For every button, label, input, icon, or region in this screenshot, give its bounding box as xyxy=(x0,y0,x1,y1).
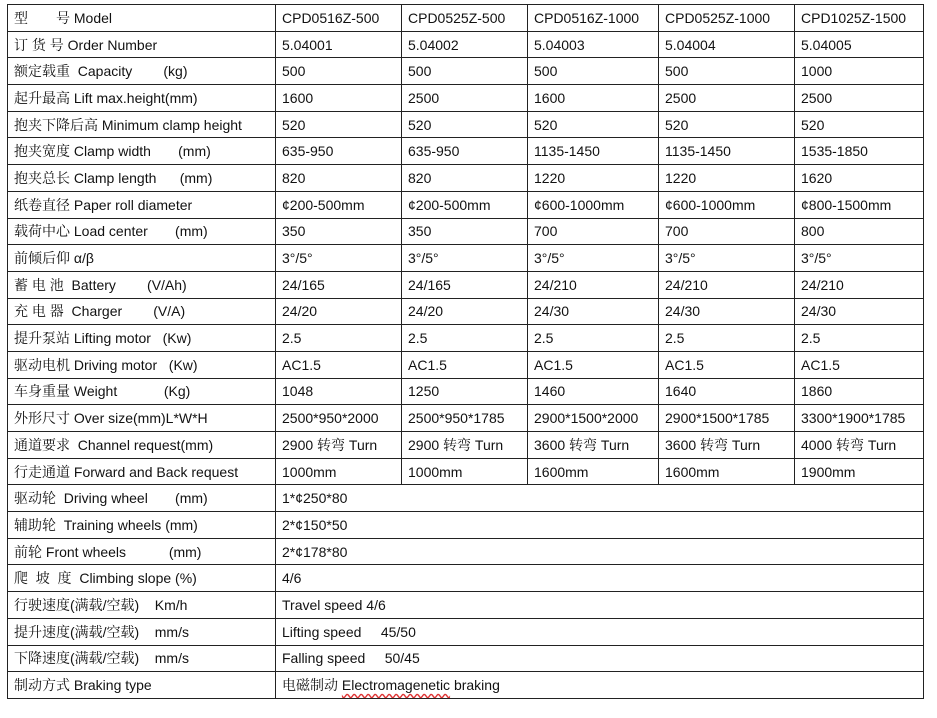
model-header: CPD0525Z-500 xyxy=(402,5,528,32)
spec-value: 2*¢150*50 xyxy=(276,512,924,539)
spec-value: Falling speed 50/45 xyxy=(276,645,924,672)
spec-value: 350 xyxy=(402,218,528,245)
spec-value: 2*¢178*80 xyxy=(276,538,924,565)
spec-value: 24/165 xyxy=(402,271,528,298)
spec-value: ¢200-500mm xyxy=(276,191,402,218)
spec-row xyxy=(8,165,924,192)
spec-value: 1600mm xyxy=(659,458,795,485)
spec-value: 5.04005 xyxy=(795,31,924,58)
spec-value: 1*¢250*80 xyxy=(276,485,924,512)
spec-value: 24/30 xyxy=(528,298,659,325)
braking-cn: 电磁制动 xyxy=(282,677,342,694)
header-row xyxy=(8,5,924,32)
spec-value: ¢600-1000mm xyxy=(528,191,659,218)
spec-row-merged xyxy=(8,565,924,592)
spec-label: 蓄 电 池 Battery (V/Ah) xyxy=(8,271,276,298)
spec-value: ¢600-1000mm xyxy=(659,191,795,218)
spec-value: 3°/5° xyxy=(795,245,924,272)
spec-value: 5.04004 xyxy=(659,31,795,58)
spec-row-merged xyxy=(8,538,924,565)
spec-value: 1900mm xyxy=(795,458,924,485)
spec-label: 提升速度(满载/空载) mm/s xyxy=(8,618,276,645)
spec-label: 通道要求 Channel request(mm) xyxy=(8,432,276,459)
spec-value: 1860 xyxy=(795,378,924,405)
spec-label: 抱夹下降后高 Minimum clamp height xyxy=(8,111,276,138)
model-header: CPD0525Z-1000 xyxy=(659,5,795,32)
spec-value: 24/30 xyxy=(659,298,795,325)
spec-value: 1250 xyxy=(402,378,528,405)
spec-value: 350 xyxy=(276,218,402,245)
spec-label: 辅助轮 Training wheels (mm) xyxy=(8,512,276,539)
spec-value: 2500 xyxy=(795,85,924,112)
spec-value: 2900 转弯 Turn xyxy=(276,432,402,459)
spec-label: 爬 坡 度 Climbing slope (%) xyxy=(8,565,276,592)
spec-label: 订 货 号 Order Number xyxy=(8,31,276,58)
spec-label: 额定载重 Capacity (kg) xyxy=(8,58,276,85)
spec-row xyxy=(8,58,924,85)
spec-label: 驱动轮 Driving wheel (mm) xyxy=(8,485,276,512)
spec-value: 24/20 xyxy=(402,298,528,325)
spec-value: AC1.5 xyxy=(276,351,402,378)
spec-value: 24/30 xyxy=(795,298,924,325)
spec-value: 3°/5° xyxy=(276,245,402,272)
spec-value: 1460 xyxy=(528,378,659,405)
spec-value: 700 xyxy=(659,218,795,245)
spec-value: 800 xyxy=(795,218,924,245)
spec-value: 5.04001 xyxy=(276,31,402,58)
model-header: CPD0516Z-500 xyxy=(276,5,402,32)
spec-value: 520 xyxy=(795,111,924,138)
spec-value: AC1.5 xyxy=(528,351,659,378)
spec-value: 24/165 xyxy=(276,271,402,298)
spec-value: 3300*1900*1785 xyxy=(795,405,924,432)
spec-row xyxy=(8,351,924,378)
spec-row xyxy=(8,31,924,58)
spec-value: 2900*1500*2000 xyxy=(528,405,659,432)
spec-value: 2900*1500*1785 xyxy=(659,405,795,432)
spec-label: 驱动电机 Driving motor (Kw) xyxy=(8,351,276,378)
spec-value: 3600 转弯 Turn xyxy=(528,432,659,459)
spec-value: 520 xyxy=(659,111,795,138)
spec-value: 3°/5° xyxy=(528,245,659,272)
spec-value: 635-950 xyxy=(276,138,402,165)
spec-table xyxy=(7,4,924,699)
spec-value: 1600mm xyxy=(528,458,659,485)
spec-value: 1135-1450 xyxy=(659,138,795,165)
spec-value: 4000 转弯 Turn xyxy=(795,432,924,459)
spec-row xyxy=(8,298,924,325)
spec-value: 500 xyxy=(276,58,402,85)
braking-en-suffix: braking xyxy=(450,677,500,694)
spec-value: 2.5 xyxy=(528,325,659,352)
spec-value: 2900 转弯 Turn xyxy=(402,432,528,459)
spec-value: 24/20 xyxy=(276,298,402,325)
spec-row xyxy=(8,85,924,112)
spec-label: 外形尺寸 Over size(mm)L*W*H xyxy=(8,405,276,432)
spec-value: 1220 xyxy=(528,165,659,192)
spec-row-merged xyxy=(8,618,924,645)
spec-value: 2500*950*2000 xyxy=(276,405,402,432)
spec-value: 520 xyxy=(276,111,402,138)
model-header: CPD1025Z-1500 xyxy=(795,5,924,32)
spec-row-merged xyxy=(8,672,924,699)
spec-row xyxy=(8,111,924,138)
spec-label: 充 电 器 Charger (V/A) xyxy=(8,298,276,325)
spec-row xyxy=(8,378,924,405)
spec-row xyxy=(8,138,924,165)
spec-row xyxy=(8,245,924,272)
spec-value: 2500 xyxy=(402,85,528,112)
spec-value: AC1.5 xyxy=(795,351,924,378)
spec-value: 635-950 xyxy=(402,138,528,165)
spec-label: 抱夹宽度 Clamp width (mm) xyxy=(8,138,276,165)
spec-label: 前轮 Front wheels (mm) xyxy=(8,538,276,565)
spec-row-merged xyxy=(8,512,924,539)
spec-value: 500 xyxy=(659,58,795,85)
spec-label: 下降速度(满载/空载) mm/s xyxy=(8,645,276,672)
spec-label: 起升最高 Lift max.height(mm) xyxy=(8,85,276,112)
spec-value: 2500*950*1785 xyxy=(402,405,528,432)
model-label: 型 号 Model xyxy=(8,5,276,32)
spec-value: 820 xyxy=(276,165,402,192)
spec-row xyxy=(8,271,924,298)
spec-value: 1048 xyxy=(276,378,402,405)
model-header: CPD0516Z-1000 xyxy=(528,5,659,32)
spec-value: 520 xyxy=(528,111,659,138)
spec-value: 1620 xyxy=(795,165,924,192)
spec-value: 1220 xyxy=(659,165,795,192)
spec-value: 500 xyxy=(402,58,528,85)
spec-label: 抱夹总长 Clamp length (mm) xyxy=(8,165,276,192)
spec-value: AC1.5 xyxy=(659,351,795,378)
spec-value xyxy=(276,672,924,699)
spec-value: 3°/5° xyxy=(402,245,528,272)
spec-value: 1535-1850 xyxy=(795,138,924,165)
spec-value: 1600 xyxy=(528,85,659,112)
spec-label: 车身重量 Weight (Kg) xyxy=(8,378,276,405)
spec-value: 820 xyxy=(402,165,528,192)
spec-value: 1000mm xyxy=(402,458,528,485)
spec-value: 24/210 xyxy=(795,271,924,298)
spec-value: 1000 xyxy=(795,58,924,85)
spec-row-merged xyxy=(8,645,924,672)
spec-value: 520 xyxy=(402,111,528,138)
spec-value: AC1.5 xyxy=(402,351,528,378)
spec-label: 前倾后仰 α/β xyxy=(8,245,276,272)
spec-value: 500 xyxy=(528,58,659,85)
spec-value: 2.5 xyxy=(402,325,528,352)
spec-value: 1640 xyxy=(659,378,795,405)
spec-row xyxy=(8,405,924,432)
spec-value: 2.5 xyxy=(659,325,795,352)
spec-label: 制动方式 Braking type xyxy=(8,672,276,699)
spec-value: 700 xyxy=(528,218,659,245)
spec-label: 提升泵站 Lifting motor (Kw) xyxy=(8,325,276,352)
spec-value: 1135-1450 xyxy=(528,138,659,165)
spec-value: Lifting speed 45/50 xyxy=(276,618,924,645)
spec-row xyxy=(8,432,924,459)
spec-value: 24/210 xyxy=(528,271,659,298)
spec-label: 行驶速度(满载/空载) Km/h xyxy=(8,592,276,619)
spec-value: 4/6 xyxy=(276,565,924,592)
spec-value: 5.04002 xyxy=(402,31,528,58)
spec-value: ¢200-500mm xyxy=(402,191,528,218)
spec-value: 24/210 xyxy=(659,271,795,298)
spec-value: 1600 xyxy=(276,85,402,112)
spec-row xyxy=(8,458,924,485)
spec-value: 2500 xyxy=(659,85,795,112)
spec-label: 行走通道 Forward and Back request xyxy=(8,458,276,485)
spec-row-merged xyxy=(8,592,924,619)
spec-row-merged xyxy=(8,485,924,512)
spec-value: 2.5 xyxy=(795,325,924,352)
spec-value: 3600 转弯 Turn xyxy=(659,432,795,459)
spec-value: 1000mm xyxy=(276,458,402,485)
spec-row xyxy=(8,218,924,245)
spec-label: 纸卷直径 Paper roll diameter xyxy=(8,191,276,218)
spec-row xyxy=(8,191,924,218)
spec-value: 5.04003 xyxy=(528,31,659,58)
spec-label: 载荷中心 Load center (mm) xyxy=(8,218,276,245)
spec-value: 3°/5° xyxy=(659,245,795,272)
spec-row xyxy=(8,325,924,352)
spec-value: 2.5 xyxy=(276,325,402,352)
spec-value: ¢800-1500mm xyxy=(795,191,924,218)
spec-value: Travel speed 4/6 xyxy=(276,592,924,619)
braking-en-underlined: Electromagenetic xyxy=(341,677,451,694)
